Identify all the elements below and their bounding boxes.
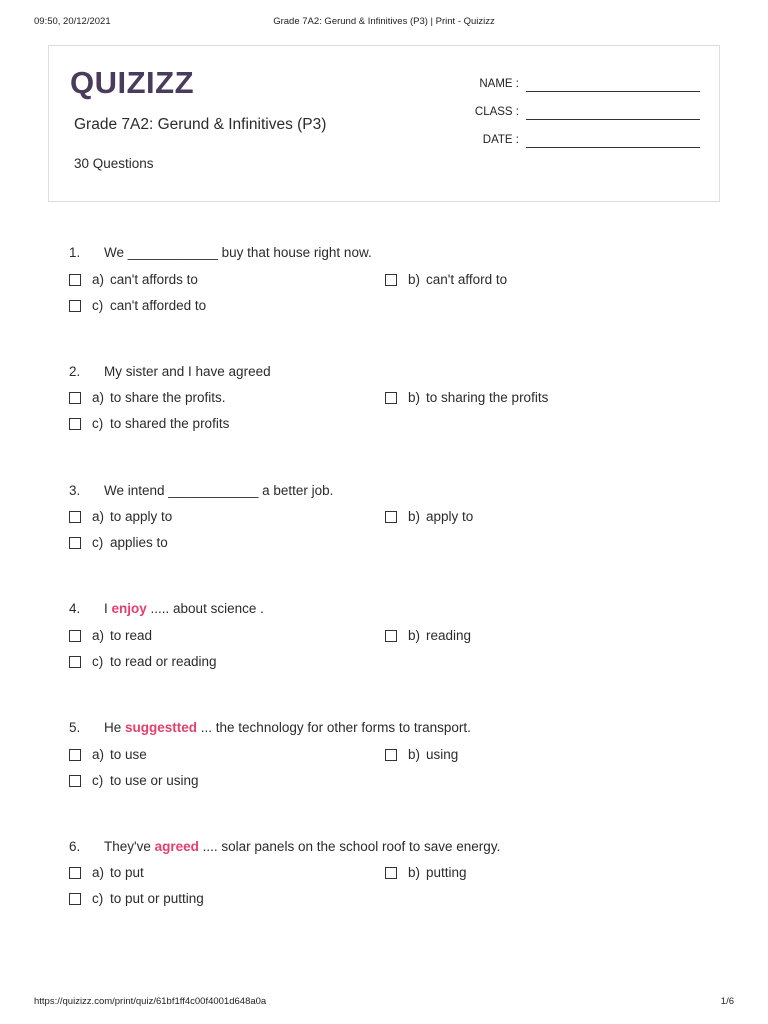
print-datetime: 09:50, 20/12/2021 (34, 16, 111, 27)
question-number: 6. (69, 839, 81, 854)
question-number: 5. (69, 720, 81, 735)
option-text: to shared the profits (110, 416, 230, 431)
date-field-label: DATE : (482, 134, 519, 146)
option-checkbox[interactable] (69, 300, 81, 312)
option-text: to use or using (110, 773, 199, 788)
question-text: We ____________ buy that house right now. (104, 245, 372, 260)
option-text: to use (110, 747, 147, 762)
option-checkbox[interactable] (385, 274, 397, 286)
name-field-label: NAME : (479, 78, 519, 90)
option-text: to share the profits. (110, 390, 226, 405)
name-field-line[interactable] (526, 91, 700, 92)
option-checkbox[interactable] (69, 511, 81, 523)
print-url: https://quizizz.com/print/quiz/61bf1ff4c00f4001d648a0a (34, 996, 267, 1007)
svg-text:QUIZIZZ: QUIZIZZ (70, 65, 195, 100)
option-checkbox[interactable] (69, 775, 81, 787)
option-text: reading (426, 628, 472, 643)
option-checkbox[interactable] (69, 893, 81, 905)
option-text: to apply to (110, 509, 173, 524)
option-text: to read (110, 628, 153, 643)
quiz-title: Grade 7A2: Gerund & Infinitives (P3) (74, 116, 327, 133)
question-text: I enjoy ..... about science . (104, 601, 264, 616)
option-checkbox[interactable] (385, 630, 397, 642)
option-checkbox[interactable] (69, 630, 81, 642)
question-text: We intend ____________ a better job. (104, 483, 334, 498)
question-text: He suggestted ... the technology for other forms to transport. (104, 720, 471, 735)
class-field-label: CLASS : (474, 106, 519, 118)
option-text: can't afforded to (110, 298, 207, 313)
option-text: to put or putting (110, 891, 204, 906)
option-text: can't afford to (426, 272, 508, 287)
option-checkbox[interactable] (385, 867, 397, 879)
option-checkbox[interactable] (69, 418, 81, 430)
option-checkbox[interactable] (69, 749, 81, 761)
option-text: to sharing the profits (426, 390, 549, 405)
option-text: using (426, 747, 459, 762)
question-number: 1. (69, 245, 81, 260)
option-checkbox[interactable] (69, 867, 81, 879)
option-checkbox[interactable] (385, 511, 397, 523)
option-checkbox[interactable] (69, 656, 81, 668)
option-checkbox[interactable] (385, 749, 397, 761)
option-checkbox[interactable] (69, 392, 81, 404)
date-field-line[interactable] (526, 147, 700, 148)
option-checkbox[interactable] (385, 392, 397, 404)
option-checkbox[interactable] (69, 537, 81, 549)
question-count: 30 Questions (74, 156, 154, 171)
option-text: applies to (110, 535, 168, 550)
print-page-title: Grade 7A2: Gerund & Infinitives (P3) | Print - Quizizz (273, 16, 495, 27)
option-text: apply to (426, 509, 474, 524)
option-checkbox[interactable] (69, 274, 81, 286)
option-text: can't affords to (110, 272, 198, 287)
question-text: My sister and I have agreed (104, 364, 271, 379)
question-number: 3. (69, 483, 81, 498)
question-number: 2. (69, 364, 81, 379)
option-text: putting (426, 865, 467, 880)
question-number: 4. (69, 601, 81, 616)
quizizz-logo (70, 64, 205, 100)
question-keyword: suggestted (125, 720, 198, 735)
question-text: They've agreed .... solar panels on the school roof to save energy. (104, 839, 501, 854)
class-field-line[interactable] (526, 119, 700, 120)
quiz-header-card (48, 45, 720, 202)
question-keyword: agreed (154, 839, 199, 854)
question-keyword: enjoy (111, 601, 147, 616)
option-text: to put (110, 865, 144, 880)
option-text: to read or reading (110, 654, 217, 669)
page-indicator: 1/6 (720, 996, 734, 1007)
